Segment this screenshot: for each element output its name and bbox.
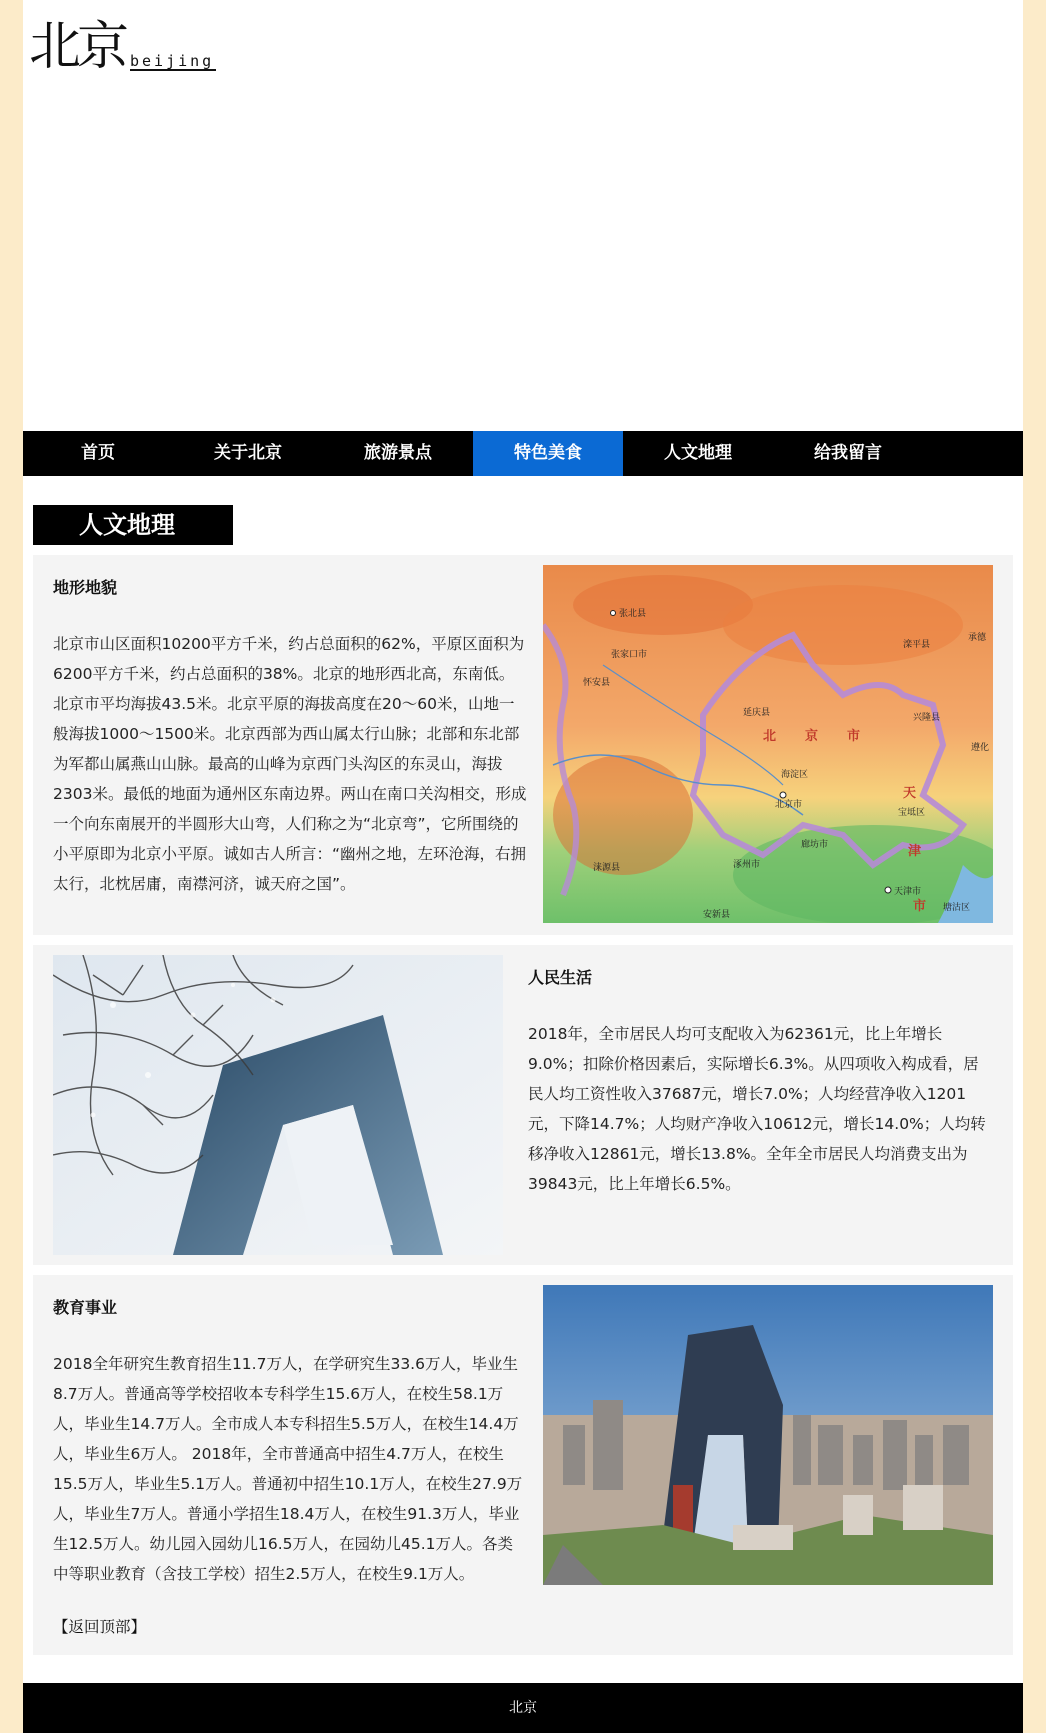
nav-item-about[interactable]: 关于北京: [214, 443, 282, 463]
map-label-tianjin: 天津市: [894, 887, 922, 897]
map-big-label-shi: 市: [847, 729, 861, 744]
back-to-top-link[interactable]: 【返回顶部】: [53, 1618, 147, 1636]
education-heading: 教育事业: [53, 1298, 118, 1317]
main-nav: [23, 431, 1023, 476]
map-label-luanping: 滦平县: [903, 640, 931, 650]
life-card: [33, 945, 1013, 1265]
life-heading: 人民生活: [528, 968, 593, 987]
footer: 北京: [23, 1683, 1023, 1733]
map-big-label-jin: 津: [908, 844, 922, 859]
logo-chinese-text: 北京: [29, 17, 126, 77]
map-label-haidian: 海淀区: [781, 770, 809, 780]
map-label-zhangbei: 张北县: [619, 609, 647, 619]
map-label-baodi: 宝坻区: [898, 808, 926, 818]
map-label-beijing: 北京市: [775, 800, 803, 810]
map-label-zhuozhou: 涿州市: [733, 860, 761, 870]
terrain-heading: 地形地貌: [53, 578, 118, 597]
map-label-xinglong: 兴隆县: [913, 713, 941, 723]
map-big-label-tian: 天: [903, 786, 917, 801]
map-big-label-jing: 京: [805, 729, 819, 744]
map-label-chengde: 承德: [968, 633, 987, 643]
map-label-laiyuan: 涞源县: [593, 863, 621, 873]
nav-item-home[interactable]: 首页: [81, 443, 115, 463]
logo-english-text: beijing: [130, 52, 215, 70]
education-card: [33, 1275, 1013, 1655]
nav-item-food[interactable]: 特色美食: [473, 431, 623, 476]
map-label-tanggu: 塘沽区: [943, 903, 971, 913]
map-label-zunhua: 遵化: [971, 743, 990, 753]
map-big-label-bei: 北: [763, 729, 777, 744]
map-label-anxin: 安新县: [703, 910, 731, 920]
education-body: 2018全年研究生教育招生11.7万人，在学研究生33.6万人，毕业生8.7万人。普通高等学校招收本专科学生15.6万人，在校生58.1万人，毕业生14.7万人。全市成人本专科招生5.5万人，在校生14.4万人，毕业生6万人。 2018年，全市普通高中招生4.7万人，在校生15.5万人，毕业生5.1万人。普通初中招生10.1万人，在校生27.9万人，毕业生7万人。普通小学招生18.4万人，在校生91.3万人，毕业生12.5万人。幼儿园入园幼儿16.5万人，在园幼儿45.1万人。各类中等职业教育（含技工学校）招生2.5万人，在校生9.1万人。: [53, 1355, 523, 1583]
map-label-huaian: 怀安县: [583, 678, 611, 688]
nav-item-message[interactable]: 给我留言: [814, 443, 882, 463]
beijing-terrain-map: [543, 565, 993, 923]
cctv-tower-city-photo: [543, 1285, 993, 1585]
map-label-langfang: 廊坊市: [801, 840, 829, 850]
page: [23, 0, 1023, 1733]
nav-item-attractions[interactable]: 旅游景点: [364, 443, 432, 463]
map-label-zhangjiakou: 张家口市: [611, 650, 648, 660]
header: [23, 0, 1023, 431]
nav-item-geography[interactable]: 人文地理: [664, 443, 732, 463]
map-big-label-shi2: 市: [913, 899, 927, 914]
cctv-tower-snow-photo: [53, 955, 503, 1255]
section-title: 人文地理: [33, 505, 233, 545]
map-label-yanqing: 延庆县: [743, 708, 771, 718]
terrain-body: 北京市山区面积10200平方千米，约占总面积的62%，平原区面积为6200平方千米，约占总面积的38%。北京的地形西北高，东南低。北京市平均海拔43.5米。北京平原的海拔高度在20～60米，山地一般海拔1000～1500米。北京西部为西山属太行山脉；北部和东北部为军都山属燕山山脉。最高的山峰为京西门头沟区的东灵山，海拔2303米。最低的地面为通州区东南边界。两山在南口关沟相交，形成一个向东南展开的半圆形大山弯，人们称之为“北京弯”，它所围绕的小平原即为北京小平原。诚如古人所言：“幽州之地，左环沧海，右拥太行，北枕居庸，南襟河济，诚天府之国”。: [53, 635, 527, 893]
life-body: 2018年，全市居民人均可支配收入为62361元，比上年增长9.0%；扣除价格因素后，实际增长6.3%。从四项收入构成看，居民人均工资性收入37687元，增长7.0%；人均经营净收入1201元，下降14.7%；人均财产净收入10612元，增长14.0%；人均转移净收入12861元，增长13.8%。全年全市居民人均消费支出为39843元，比上年增长6.5%。: [528, 1025, 986, 1193]
terrain-card: [33, 555, 1013, 935]
logo[interactable]: [29, 12, 219, 94]
